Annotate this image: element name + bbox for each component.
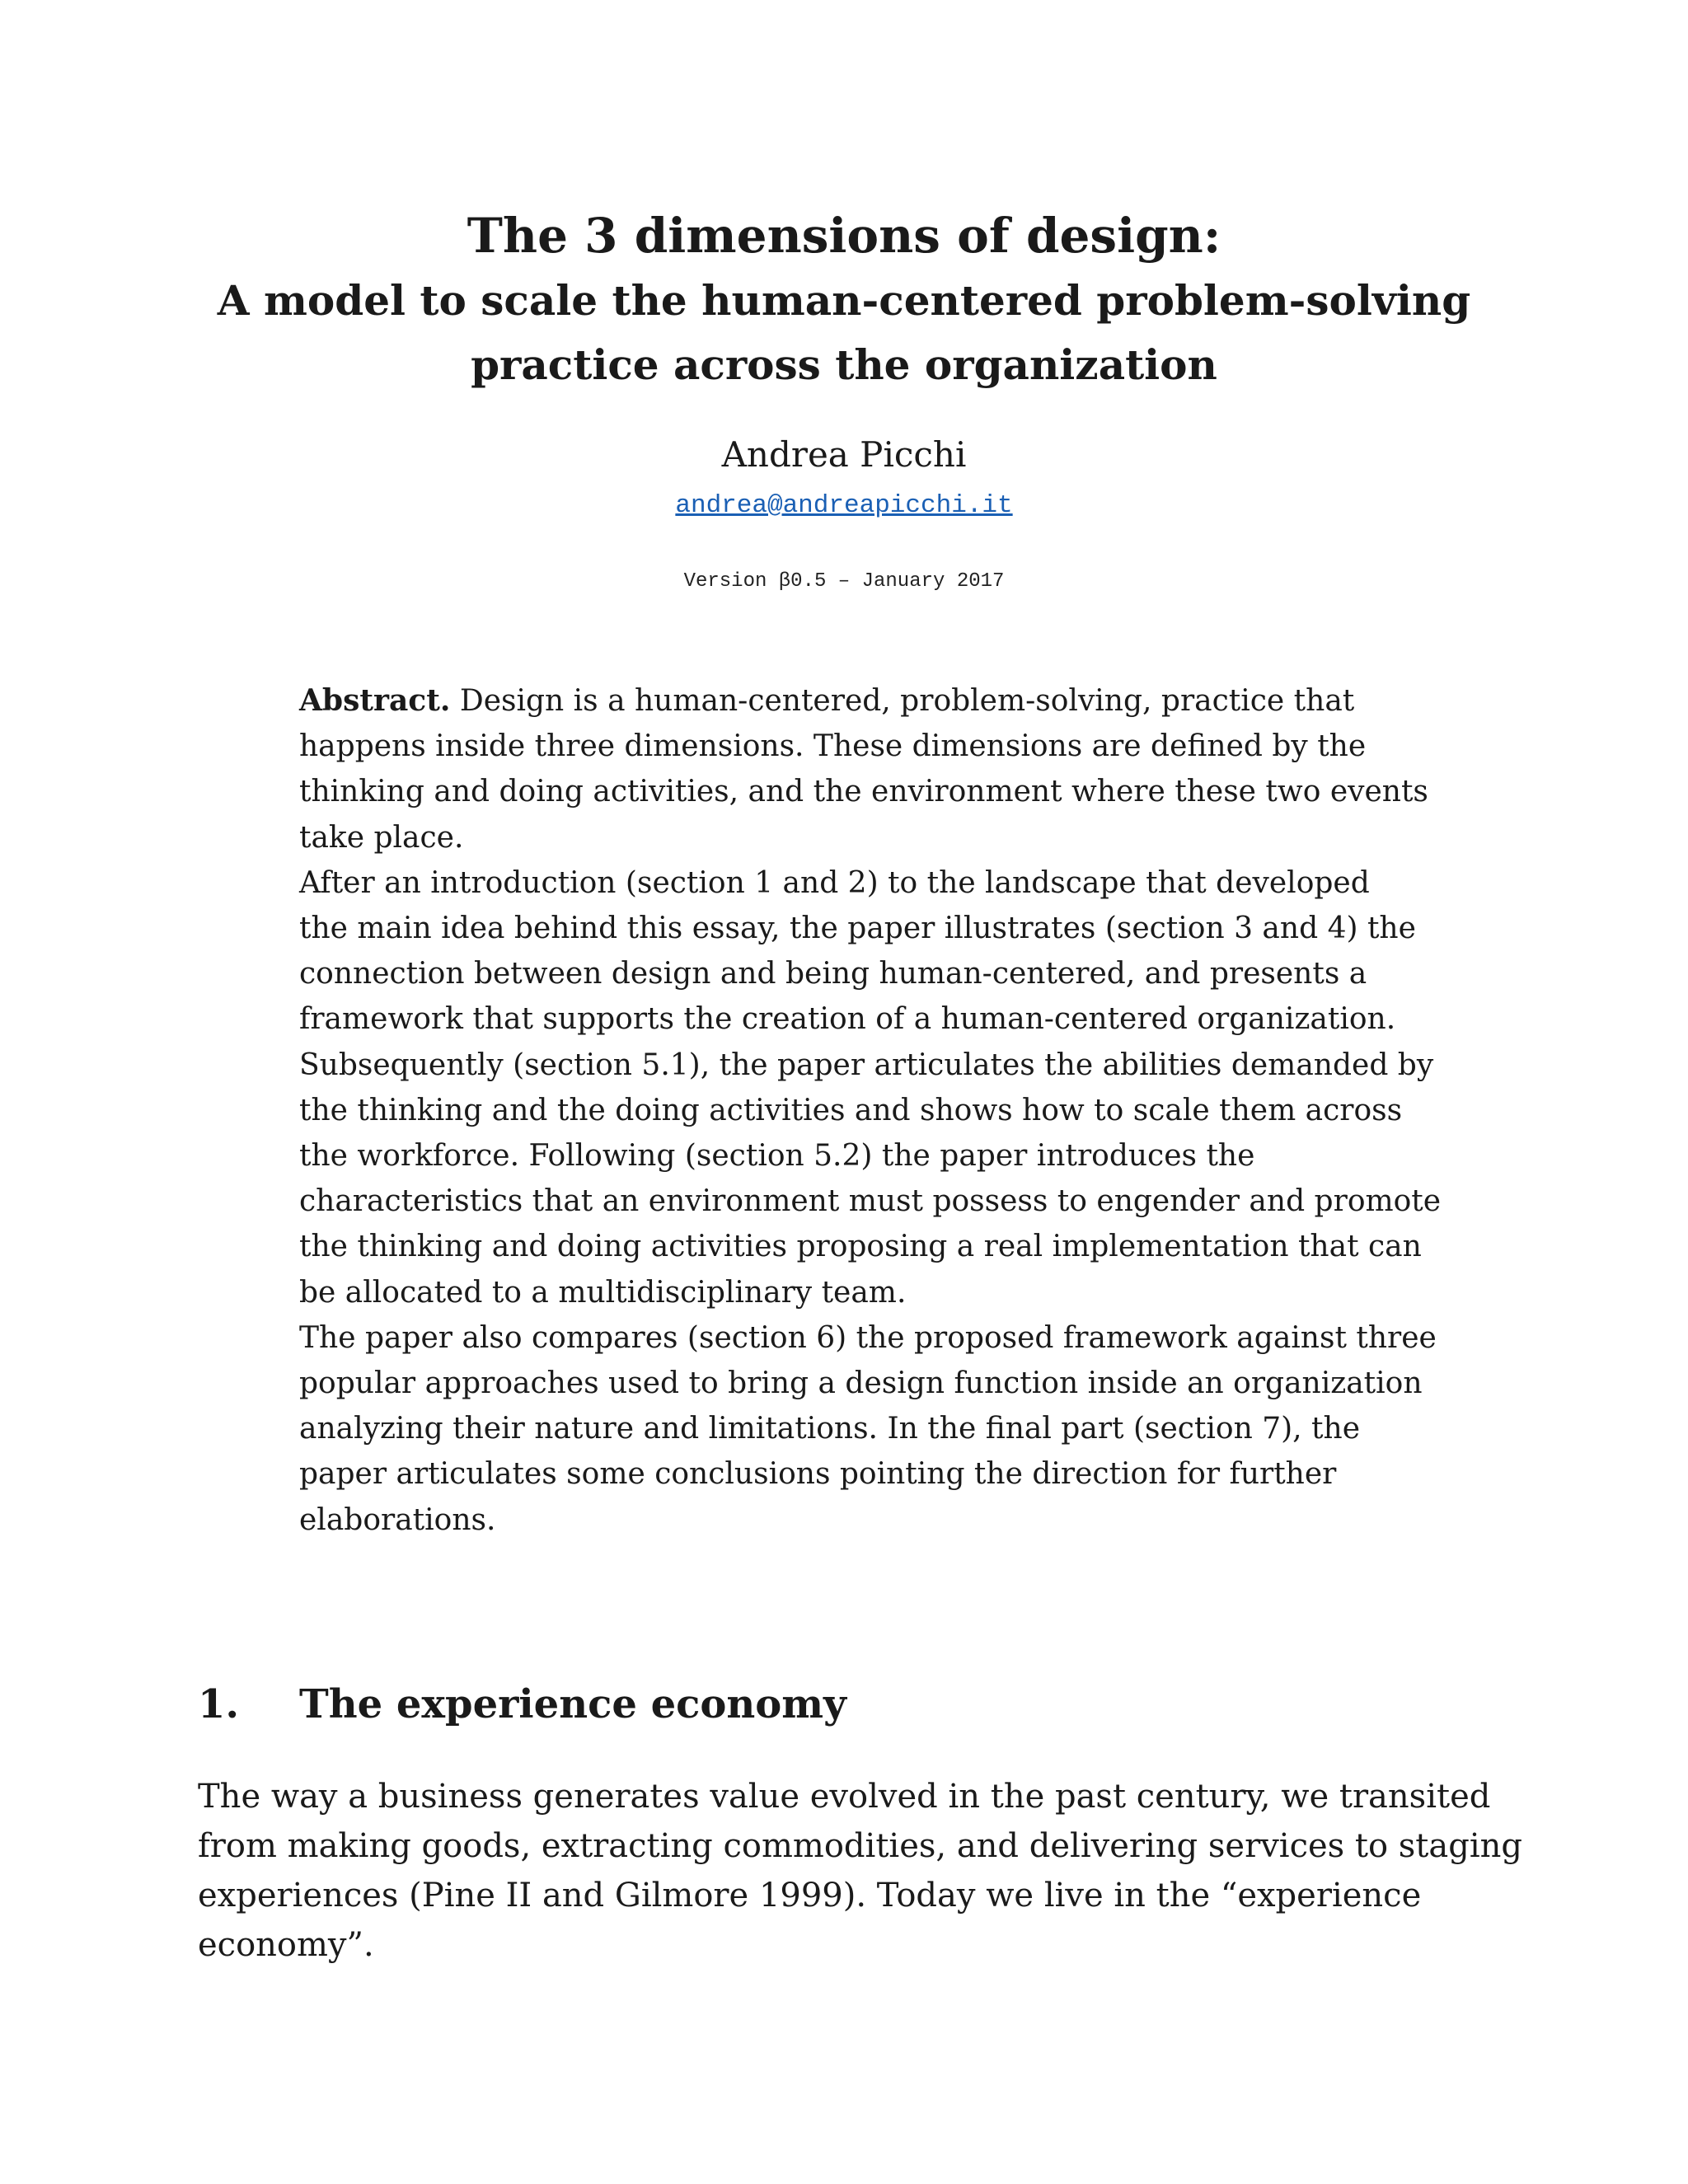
abstract-line: take place. — [299, 820, 464, 855]
abstract-line: popular approaches used to bring a design function inside an organization — [299, 1366, 1423, 1401]
author-email-link[interactable]: andrea@andreapicchi.it — [675, 491, 1013, 520]
abstract-line: characteristics that an environment must possess to engender and promote — [299, 1184, 1442, 1219]
abstract-line: The paper also compares (section 6) the proposed framework against three — [299, 1320, 1437, 1355]
body-line: The way a business generates value evolved in the past century, we transited — [198, 1778, 1491, 1816]
body-line: from making goods, extracting commodities, and delivering services to staging — [198, 1827, 1522, 1865]
abstract-line: be allocated to a multidisciplinary team. — [299, 1275, 907, 1310]
paper-title: The 3 dimensions of design: — [467, 208, 1221, 264]
section-body — [198, 1772, 1522, 1970]
body-line: economy”. — [198, 1926, 374, 1964]
abstract-line: analyzing their nature and limitations. In the final part (section 7), the — [299, 1412, 1360, 1446]
body-line: experiences (Pine II and Gilmore 1999). Today we live in the “experience — [198, 1877, 1422, 1915]
abstract-line: the workforce. Following (section 5.2) the paper introduces the — [299, 1139, 1255, 1174]
abstract-line: the main idea behind this essay, the paper illustrates (section 3 and 4) the — [299, 912, 1416, 946]
abstract-line: connection between design and being human-centered, and presents a — [299, 957, 1367, 991]
paper-subtitle-line-2: practice across the organization — [471, 340, 1217, 389]
abstract — [299, 678, 1442, 1543]
abstract-line: the thinking and doing activities proposing a real implementation that can — [299, 1230, 1422, 1264]
abstract-line: the thinking and the doing activities and shows how to scale them across — [299, 1093, 1403, 1127]
abstract-line: happens inside three dimensions. These dimensions are defined by the — [299, 729, 1367, 764]
author-name: Andrea Picchi — [721, 434, 967, 475]
abstract-line: elaborations. — [299, 1502, 496, 1537]
abstract-line: Abstract. Design is a human-centered, problem-solving, practice that — [299, 683, 1355, 718]
abstract-label: Abstract. — [299, 683, 451, 718]
version-line: Version β0.5 – January 2017 — [683, 570, 1005, 593]
abstract-line: After an introduction (section 1 and 2) to the landscape that developed — [299, 865, 1370, 900]
section-title: The experience economy — [299, 1681, 846, 1727]
abstract-line: paper articulates some conclusions pointing the direction for further — [299, 1457, 1337, 1492]
abstract-line: thinking and doing activities, and the environment where these two events — [299, 775, 1428, 809]
abstract-line: Subsequently (section 5.1), the paper articulates the abilities demanded by — [299, 1047, 1434, 1082]
section-heading — [198, 1681, 846, 1727]
section-number: 1. — [198, 1681, 240, 1727]
paper-subtitle-line-1: A model to scale the human-centered problem-solving — [217, 276, 1471, 325]
abstract-line: framework that supports the creation of a human-centered organization. — [299, 1002, 1396, 1037]
